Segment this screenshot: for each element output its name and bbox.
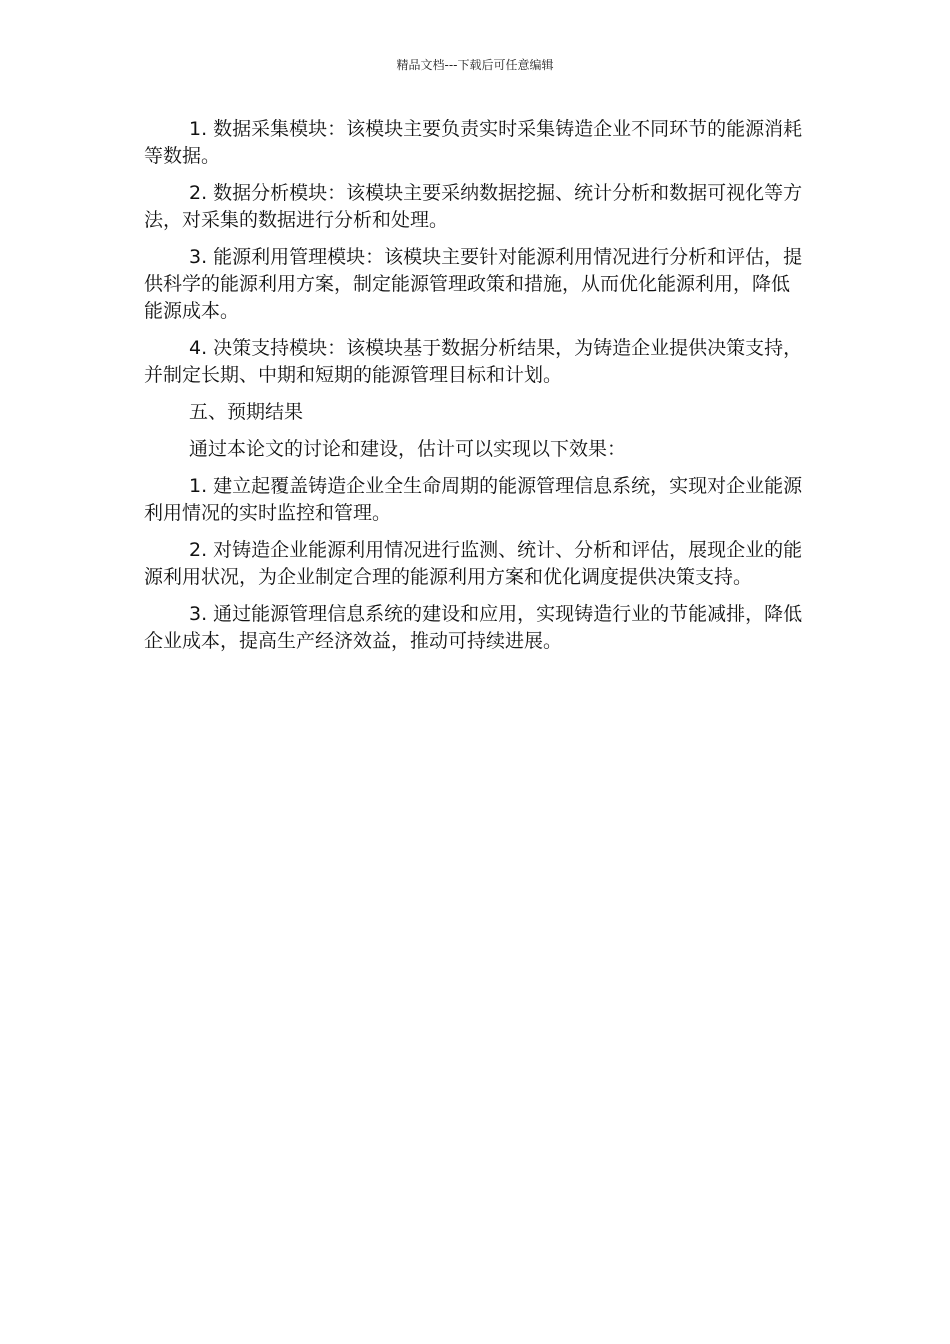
section-heading-expected-results: 五、预期结果 xyxy=(189,401,304,423)
result-item-2: 2. 对铸造企业能源利用情况进行监测、统计、分析和评估，展现企业的能源利用状况，为企业制定合理的能源利用方案和优化调度提供决策支持。 xyxy=(144,539,803,588)
section-intro: 通过本论文的讨论和建设，估计可以实现以下效果： xyxy=(189,438,627,460)
document-body xyxy=(144,116,806,665)
result-item-1: 1. 建立起覆盖铸造企业全生命周期的能源管理信息系统，实现对企业能源利用情况的实时监控和管理。 xyxy=(144,475,803,524)
result-item-3: 3. 通过能源管理信息系统的建设和应用，实现铸造行业的节能减排，降低企业成本，提高生产经济效益，推动可持续进展。 xyxy=(144,603,803,652)
module-item-data-collection: 1. 数据采集模块：该模块主要负责实时采集铸造企业不同环节的能源消耗等数据。 xyxy=(144,118,803,167)
module-item-energy-management: 3. 能源利用管理模块：该模块主要针对能源利用情况进行分析和评估，提供科学的能源利用方案，制定能源管理政策和措施，从而优化能源利用，降低能源成本。 xyxy=(144,246,803,322)
page-header: 精品文档---下载后可任意编辑 xyxy=(396,58,554,72)
module-item-decision-support: 4. 决策支持模块：该模块基于数据分析结果，为铸造企业提供决策支持，并制定长期、中期和短期的能源管理目标和计划。 xyxy=(144,337,803,386)
module-item-data-analysis: 2. 数据分析模块：该模块主要采纳数据挖掘、统计分析和数据可视化等方法，对采集的数据进行分析和处理。 xyxy=(144,182,803,231)
